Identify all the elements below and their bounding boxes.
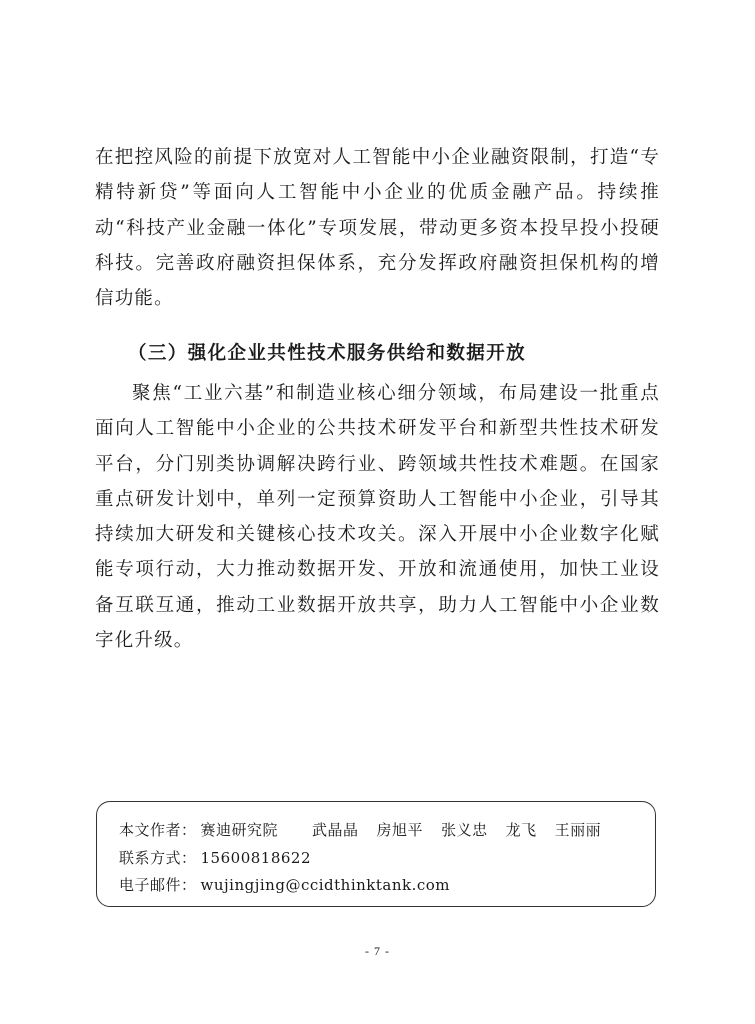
author-line <box>119 820 601 840</box>
author-info-box <box>96 801 656 907</box>
author-label: 本文作者： <box>119 821 197 839</box>
author-name: 王丽丽 <box>554 821 602 839</box>
email-address: wujingjing@ccidthinktank.com <box>200 876 451 894</box>
institute-name: 赛迪研究院 <box>200 821 279 839</box>
contact-phone: 15600818622 <box>200 849 311 867</box>
page-number: - 7 - <box>365 944 390 958</box>
section-heading: （三）强化企业共性技术服务供给和数据开放 <box>128 343 527 364</box>
email-label: 电子邮件： <box>119 876 197 894</box>
email-line <box>119 875 450 895</box>
author-name: 张义忠 <box>441 821 488 839</box>
body-paragraph-financing: 在把控风险的前提下放宽对人工智能中小企业融资限制，打造“专精特新贷”等面向人工智能中小企业的优质金融产品。持续推动“科技产业金融一体化”专项发展，带动更多资本投早投小投硬科技。完善政府融资担保体系，充分发挥政府融资担保机构的增信功能。 <box>95 147 660 310</box>
contact-label: 联系方式： <box>119 849 197 867</box>
body-paragraph-tech-services: 聚焦“工业六基”和制造业核心细分领域，布局建设一批重点面向人工智能中小企业的公共技术研发平台和新型共性技术研发平台，分门别类协调解决跨行业、跨领域共性技术难题。在国家重点研发计划中，单列一定预算资助人工智能中小企业，引导其持续加大研发和关键核心技术攻关。深入开展中小企业数字化赋能专项行动，大力推动数据开发、开放和流通使用，加快工业设备互联互通，推动工业数据开放共享，助力人工智能中小企业数字化升级。 <box>95 383 660 652</box>
author-name: 武晶晶 <box>312 821 359 839</box>
contact-line <box>119 848 311 868</box>
author-name: 房旭平 <box>376 821 424 839</box>
author-name: 龙飞 <box>505 821 537 839</box>
